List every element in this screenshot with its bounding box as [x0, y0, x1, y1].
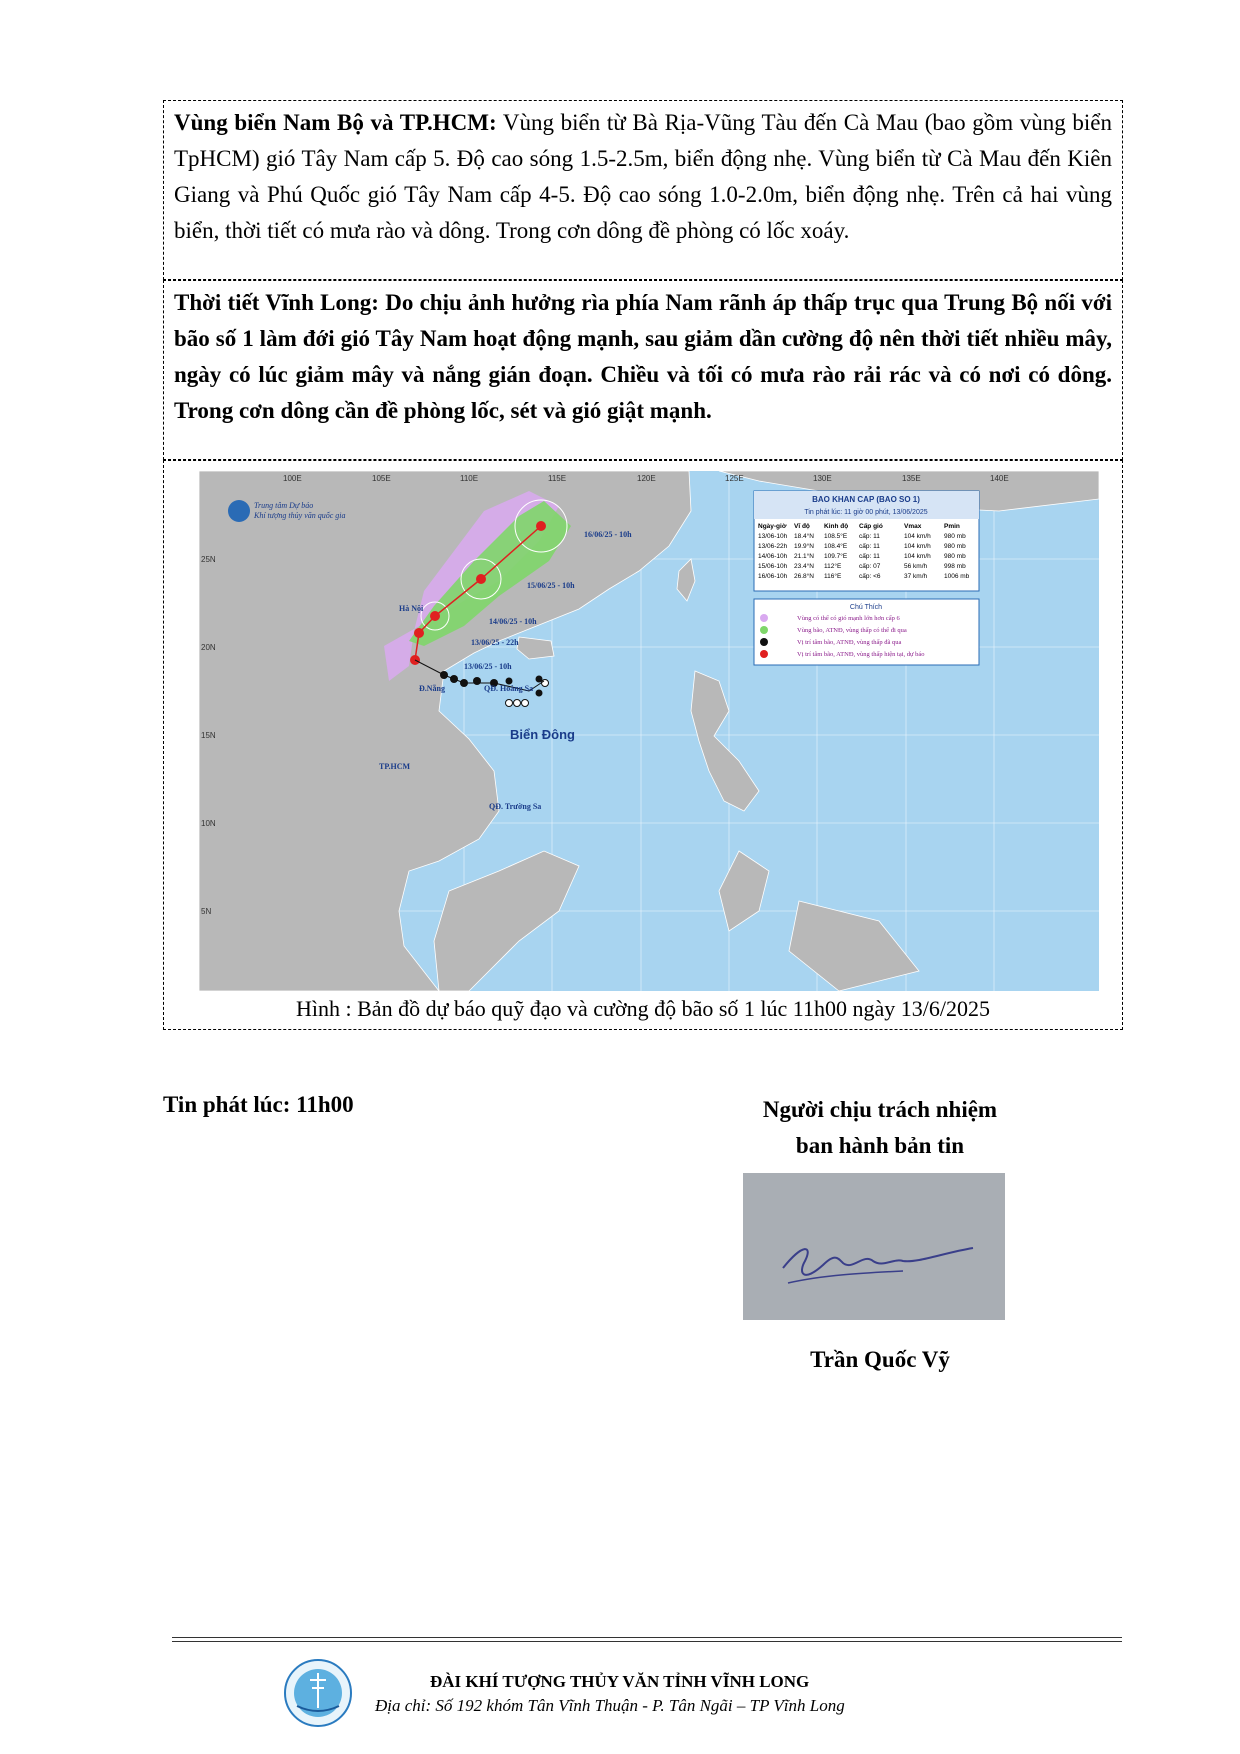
table-header: Ngày-giờ [758, 523, 787, 530]
org-logo-icon [283, 1658, 353, 1728]
legend-item: Vị trí tâm bão, ATNĐ, vùng thấp đã qua [797, 639, 902, 646]
table-cell: 16/06-10h [758, 573, 788, 580]
lon-tick: 135E [902, 474, 921, 483]
track-label: 13/06/25 - 22h [471, 638, 519, 647]
table-subtitle: Tin phát lúc: 11 giờ 00 phút, 13/06/2025 [804, 509, 928, 516]
hcm-label: TP.HCM [379, 762, 411, 771]
table-cell: 56 km/h [904, 563, 928, 570]
table-cell: 1006 mb [944, 573, 970, 580]
lon-tick: 105E [372, 474, 391, 483]
hanoi-label: Hà Nội [399, 604, 424, 613]
legend-green-icon [760, 626, 768, 634]
table-cell: 980 mb [944, 543, 966, 550]
track-label: 16/06/25 - 10h [584, 530, 632, 539]
footer-address: Địa chỉ: Số 192 khóm Tân Vĩnh Thuận - P. Tân Ngãi – TP Vĩnh Long [375, 1696, 845, 1715]
sea-forecast-text: Vùng biển từ Bà Rịa-Vũng Tàu đến Cà Mau (bao gồm vùng biển TpHCM) gió Tây Nam cấp 5. Độ cao sóng 1.5-2.5m, biển động nhẹ. Vùng biển từ Cà Mau đến Kiên Giang và Phú Quốc gió Tây Nam cấp 4-5. Độ cao sóng 1.0-2.0m, biển động nhẹ. Trên cả hai vùng biển, thời tiết có mưa rào và dông. Trong cơn dông đề phòng có lốc xoáy. [174, 110, 1112, 243]
map-section [163, 460, 1123, 1030]
biendong-label: Biển Đông [510, 727, 575, 742]
table-cell: 109.7°E [824, 553, 848, 560]
table-cell: 15/06-10h [758, 563, 788, 570]
legend-forecast-icon [760, 650, 768, 658]
legend-item: Vùng bão, ATNĐ, vùng thấp có thể đi qua [797, 627, 907, 634]
table-header: Pmin [944, 523, 960, 530]
legend-past-icon [760, 638, 768, 646]
lon-tick: 120E [637, 474, 656, 483]
table-cell: 980 mb [944, 553, 966, 560]
storm-track-map [199, 471, 1099, 991]
sea-forecast-label: Vùng biển Nam Bộ và TP.HCM: [174, 110, 497, 135]
table-title: BAO KHAN CAP (BAO SO 1) [812, 495, 920, 504]
table-header: Cấp gió [859, 523, 883, 530]
table-cell: 980 mb [944, 533, 966, 540]
table-cell: 998 mb [944, 563, 966, 570]
legend-item: Vị trí tâm bão, ATNĐ, vùng thấp hiện tại, dự báo [797, 651, 925, 658]
vinh-long-weather [163, 280, 1123, 460]
legend-pink-icon [760, 614, 768, 622]
past-point [542, 680, 549, 687]
truongsa-label: QĐ. Trường Sa [489, 802, 542, 811]
footer-divider [172, 1641, 1122, 1642]
lat-tick: 25N [201, 555, 216, 564]
lon-tick: 140E [990, 474, 1009, 483]
table-cell: 112°E [824, 563, 842, 570]
track-label: 13/06/25 - 10h [464, 662, 512, 671]
track-label: 15/06/25 - 10h [527, 581, 575, 590]
table-cell: 104 km/h [904, 553, 931, 560]
table-cell: 19.9°N [794, 543, 814, 550]
table-header: Vmax [904, 523, 922, 530]
table-cell: cấp: <6 [859, 573, 881, 580]
vinh-long-weather-text: Thời tiết Vĩnh Long: Do chịu ảnh hưởng rìa phía Nam rãnh áp thấp trục qua Trung Bộ nối với bão số 1 làm đới gió Tây Nam hoạt động mạnh, sau giảm dần cường độ nên thời tiết nhiều mây, ngày có lúc giảm mây và nắng gián đoạn. Chiều và tối có mưa rào rải rác và có nơi có dông. Trong cơn dông cần đề phòng lốc, sét và gió giật mạnh. [174, 290, 1112, 423]
past-point [536, 690, 543, 697]
table-header: Kinh độ [824, 523, 849, 530]
footer-org-name: ĐÀI KHÍ TƯỢNG THỦY VĂN TỈNH VĨNH LONG [430, 1672, 810, 1691]
table-cell: cấp: 11 [859, 553, 880, 560]
table-header: Vĩ độ [794, 523, 810, 530]
forecast-point [536, 521, 546, 531]
table-cell: 37 km/h [904, 573, 928, 580]
table-cell: cấp: 11 [859, 533, 880, 540]
legend-item: Vùng có thể có gió mạnh lớn hơn cấp 6 [797, 615, 900, 622]
table-cell: 21.1°N [794, 553, 814, 560]
table-cell: 116°E [824, 573, 842, 580]
agency-logo-icon [228, 500, 250, 522]
lat-tick: 20N [201, 643, 216, 652]
map-caption: Hình : Bản đồ dự báo quỹ đạo và cường độ bão số 1 lúc 11h00 ngày 13/6/2025 [296, 996, 990, 1021]
table-cell: 23.4°N [794, 563, 814, 570]
table-cell: 13/06-22h [758, 543, 788, 550]
lon-tick: 130E [813, 474, 832, 483]
table-cell: 26.8°N [794, 573, 814, 580]
danang-label: Đ.Nẵng [419, 684, 446, 693]
table-cell: 13/06-10h [758, 533, 788, 540]
table-cell: 18.4°N [794, 533, 814, 540]
responsible-line-1: Người chịu trách nhiệm [762, 1097, 998, 1122]
past-point [473, 677, 481, 685]
responsible-line-2: ban hành bản tin [795, 1133, 965, 1158]
signature-image [743, 1173, 1005, 1320]
lat-tick: 10N [201, 819, 216, 828]
agency-name-2: Khí tượng thủy văn quốc gia [254, 511, 346, 520]
table-cell: 104 km/h [904, 543, 931, 550]
past-point [506, 700, 513, 707]
past-point [522, 700, 529, 707]
footer-divider [172, 1637, 1122, 1638]
issued-time: Tin phát lúc: 11h00 [163, 1092, 354, 1117]
signer-name: Trần Quốc Vỹ [810, 1347, 950, 1372]
lon-tick: 110E [460, 474, 479, 483]
table-cell: cấp: 11 [859, 543, 880, 550]
past-point [514, 700, 521, 707]
table-cell: 108.5°E [824, 533, 848, 540]
agency-name-1: Trung tâm Dự báo [254, 501, 314, 510]
forecast-point [476, 574, 486, 584]
forecast-point [430, 611, 440, 621]
table-cell: 104 km/h [904, 533, 931, 540]
lat-tick: 5N [201, 907, 212, 916]
table-cell: cấp: 07 [859, 563, 881, 570]
storm-info-table [754, 491, 979, 591]
lon-tick: 115E [548, 474, 567, 483]
hoangsa-label: QĐ. Hoàng Sa [484, 684, 534, 693]
sea-forecast-south [163, 100, 1123, 280]
track-label: 14/06/25 - 10h [489, 617, 537, 626]
lon-tick: 125E [725, 474, 744, 483]
legend-title: Chú Thích [849, 604, 883, 611]
map-legend [754, 599, 979, 665]
forecast-point [414, 628, 424, 638]
lat-tick: 15N [201, 731, 216, 740]
lon-tick: 100E [283, 474, 302, 483]
table-cell: 14/06-10h [758, 553, 788, 560]
table-cell: 108.4°E [824, 543, 848, 550]
